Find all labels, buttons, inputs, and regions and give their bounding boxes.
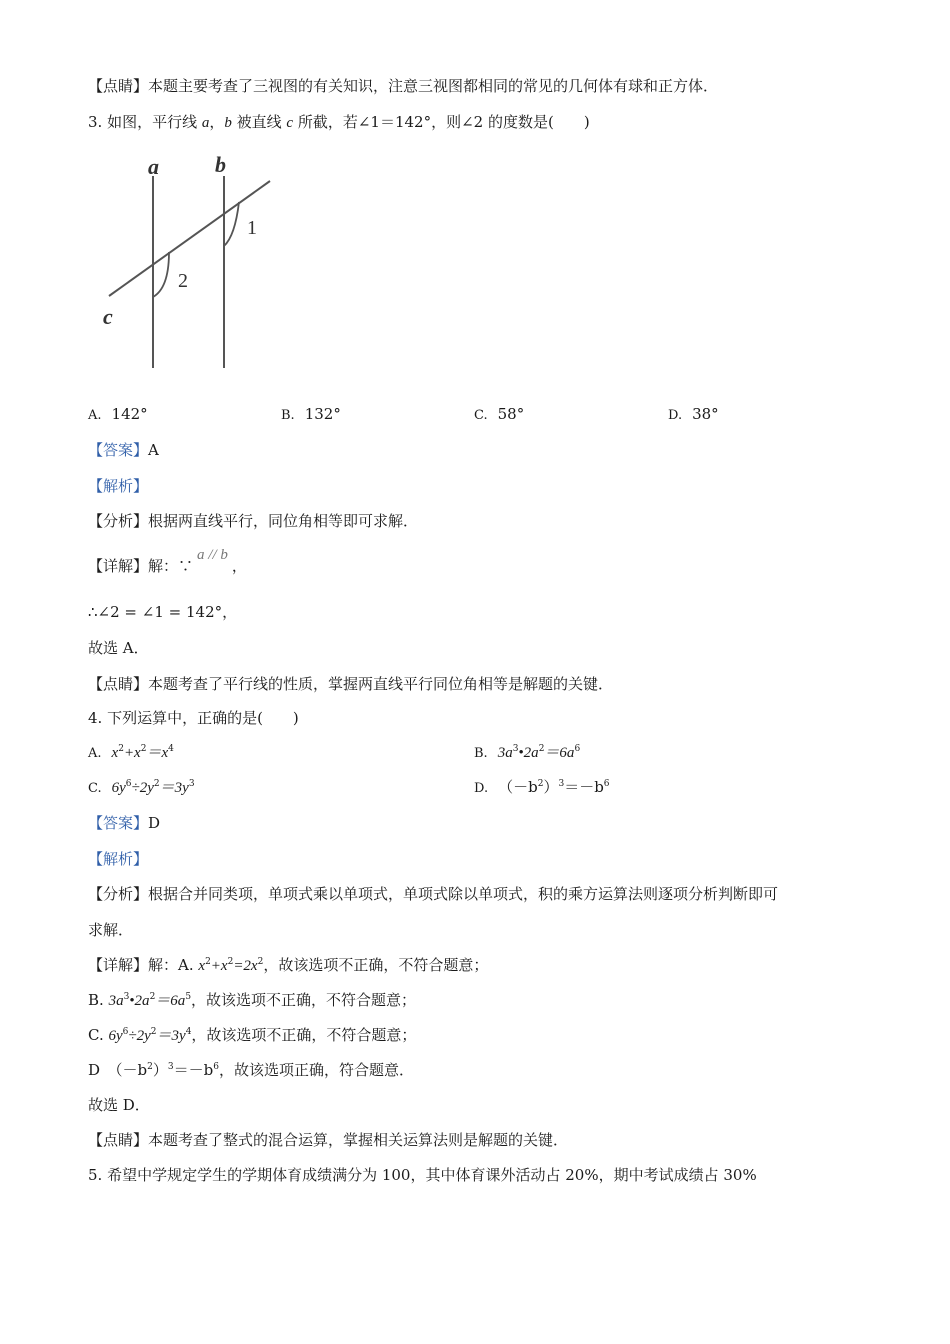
q3-conclusion: 故选 A． — [88, 639, 149, 657]
q4-option-a[interactable]: A. $x^2+x^2=x^4$ — [88, 744, 174, 761]
q3-note: 【点睛】本题考查了平行线的性质，掌握两直线平行同位角相等是解题的关键． — [88, 675, 614, 693]
q4-fenxi: 【分析】根据合并同类项，单项式乘以单项式，单项式除以单项式，积的乘方运算法则逐项分析判断即可 — [88, 885, 779, 903]
q4-option-c[interactable]: C. $6y^6\div 2y^2=3y^3$ — [88, 779, 195, 796]
q4-note: 【点睛】本题考查了整式的混合运算，掌握相关运算法则是解题的关键． — [88, 1131, 569, 1149]
q3-option-b[interactable]: B. 132° — [281, 405, 341, 423]
q4-answer: 【答案】D — [88, 814, 161, 832]
q3-option-a[interactable]: A. 142° — [88, 405, 148, 423]
q3-detail-formula: a // b — [197, 547, 228, 563]
q3-detail: 【详解】解：∵a // b， — [88, 547, 247, 575]
q3-step2: ∴∠2 = ∠1 = 142°， — [88, 603, 238, 621]
q3-stem: 3. 如图，平行线 a，b 被直线 c 所截，若∠1＝142°，则∠2 的度数是( ) — [88, 113, 590, 131]
q3-analysis-tag: 【解析】 — [88, 477, 149, 495]
q4-option-d[interactable]: D. $(-b^2)^3=-b^6$ — [474, 778, 610, 796]
label-b: b — [215, 152, 226, 177]
q4-fenxi-cont: 求解． — [88, 921, 134, 939]
q4-stem: 4. 下列运算中，正确的是( ) — [88, 709, 299, 727]
q3-option-c[interactable]: C. 58° — [474, 405, 525, 423]
q3-answer: 【答案】A — [88, 441, 159, 459]
q4-detail-a: 【详解】解：A. $x^2+x^2=2x^2$，故该选项不正确，不符合题意； — [88, 956, 489, 974]
q3-option-d[interactable]: D. 38° — [668, 405, 719, 423]
q3-figure — [95, 148, 285, 373]
q4-detail-d: D $(-b^2)^3=-b^6$，故该选项正确，符合题意． — [88, 1061, 414, 1079]
label-a: a — [148, 154, 159, 179]
note-tag: 【点睛】 — [88, 77, 149, 95]
q4-detail-b: B. $3a^3•2a^2=6a^5$，故该选项不正确，不符合题意； — [88, 991, 417, 1009]
prev-note — [88, 76, 718, 96]
label-2: 2 — [178, 270, 188, 292]
label-1: 1 — [247, 217, 257, 239]
note-text: 本题主要考查了三视图的有关知识，注意三视图都相同的常见的几何体有球和正方体． — [148, 77, 719, 95]
label-c: c — [103, 304, 113, 329]
q4-detail-c: C. $6y^6\div 2y^2=3y^4$，故该选项不正确，不符合题意； — [88, 1026, 417, 1044]
q4-analysis-tag: 【解析】 — [88, 850, 149, 868]
q5-stem: 5. 希望中学规定学生的学期体育成绩满分为 100，其中体育课外活动占 20%，期中考试成绩占 30% — [88, 1166, 757, 1184]
line-c — [109, 181, 270, 296]
q3-fenxi: 【分析】根据两直线平行，同位角相等即可求解． — [88, 512, 419, 530]
q4-option-b[interactable]: B. $3a^3•2a^2=6a^6$ — [474, 744, 581, 761]
q4-conclusion: 故选 D． — [88, 1096, 150, 1114]
